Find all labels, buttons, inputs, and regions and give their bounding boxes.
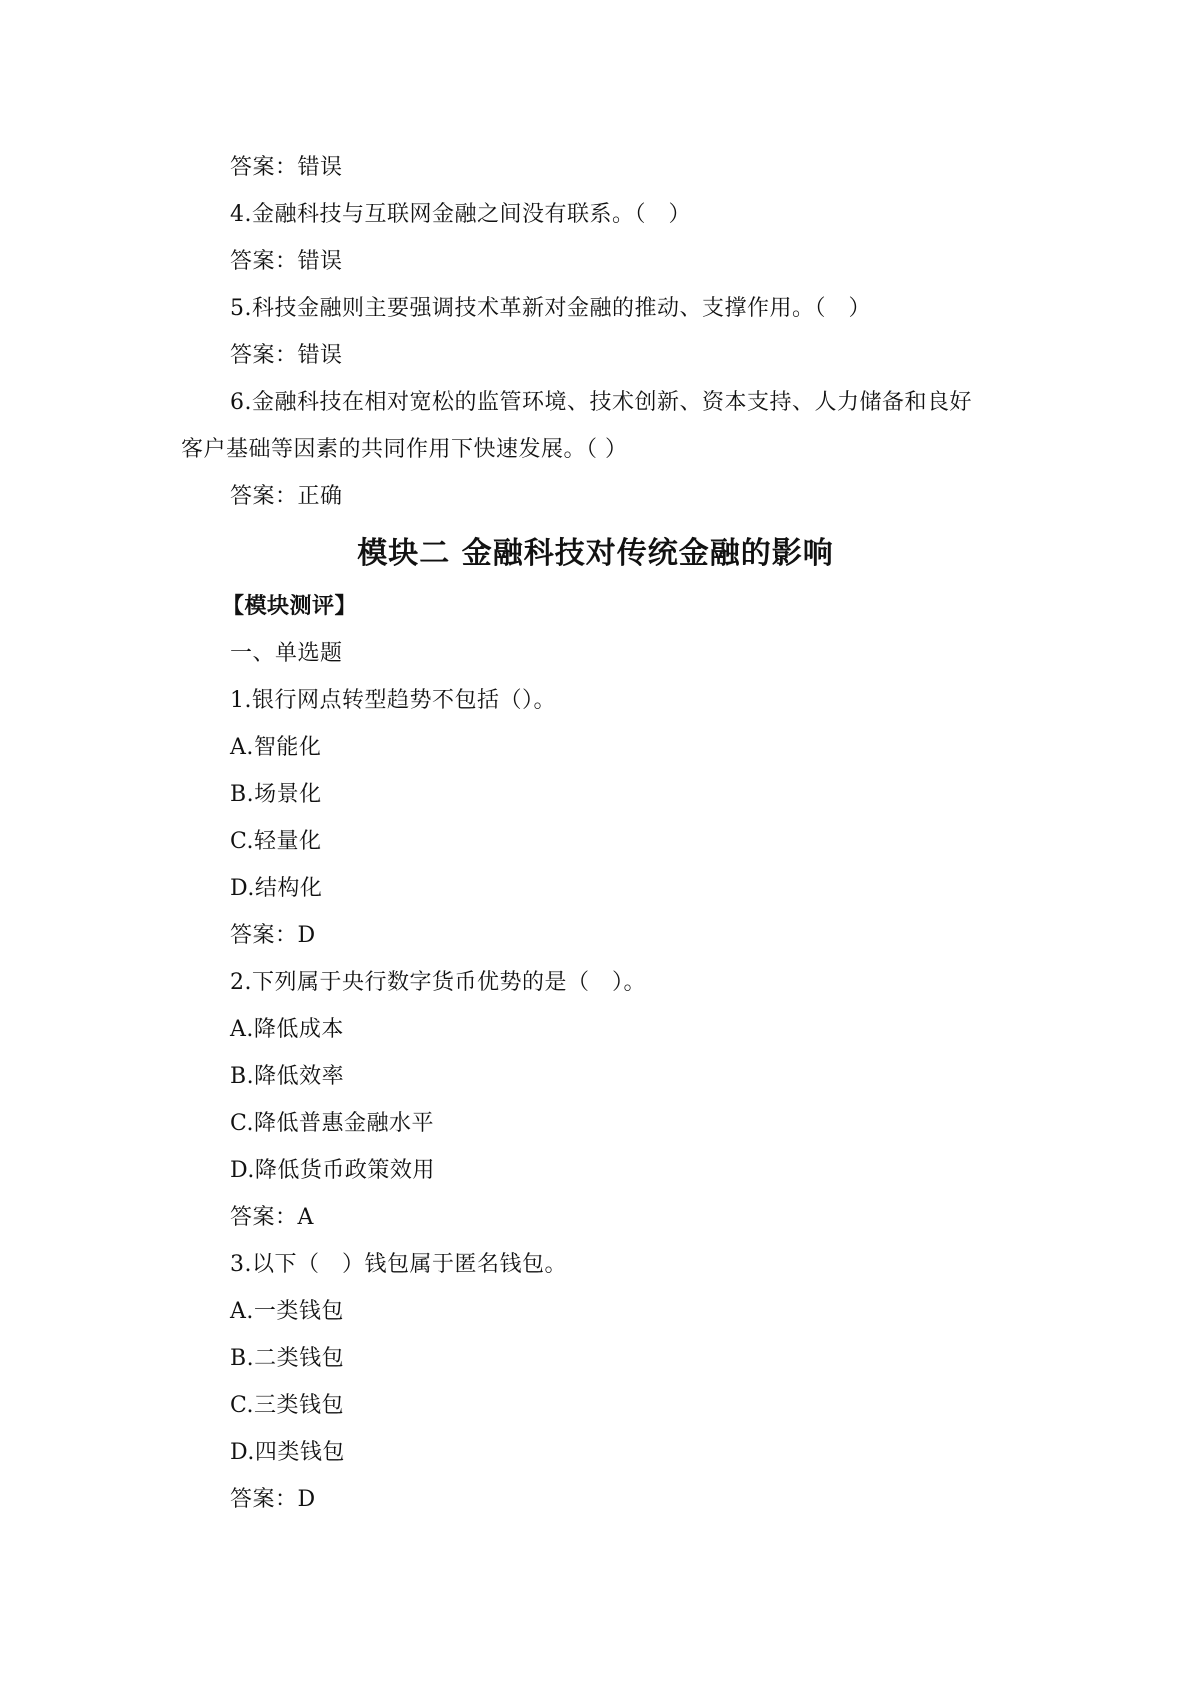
section-label: 【模块测评】 (222, 594, 358, 619)
option-b: B.二类钱包 (230, 1346, 345, 1371)
option-b: B.场景化 (230, 782, 322, 807)
option-a: A.一类钱包 (230, 1299, 344, 1324)
question-stem: 1.银行网点转型趋势不包括（）。 (230, 688, 556, 713)
answer-line: 答案：D (230, 1487, 316, 1512)
option-a: A.降低成本 (230, 1017, 344, 1042)
subsection-title: 一、单选题 (230, 641, 343, 666)
answer-line: 答案：错误 (230, 343, 343, 368)
answer-line: 答案：错误 (230, 155, 343, 180)
option-c: C.三类钱包 (230, 1393, 345, 1418)
option-c: C.轻量化 (230, 829, 322, 854)
option-d: D.降低货币政策效用 (230, 1158, 435, 1183)
option-c: C.降低普惠金融水平 (230, 1111, 435, 1136)
question-stem: 3.以下（ ）钱包属于匿名钱包。 (230, 1252, 567, 1277)
option-a: A.智能化 (230, 735, 322, 760)
question-stem: 2.下列属于央行数字货币优势的是（ ）。 (230, 970, 646, 995)
question-4: 4.金融科技与互联网金融之间没有联系。（ ） (230, 202, 691, 227)
answer-line: 答案：D (230, 923, 316, 948)
answer-line: 答案：正确 (230, 484, 343, 509)
module-title: 模块二 金融科技对传统金融的影响 (357, 536, 834, 571)
answer-line: 答案：错误 (230, 249, 343, 274)
question-5: 5.科技金融则主要强调技术革新对金融的推动、支撑作用。（ ） (230, 296, 871, 321)
answer-line: 答案：A (230, 1205, 314, 1230)
question-6-line-1: 6.金融科技在相对宽松的监管环境、技术创新、资本支持、人力储备和良好 (230, 390, 972, 415)
option-b: B.降低效率 (230, 1064, 345, 1089)
option-d: D.四类钱包 (230, 1440, 345, 1465)
question-6-line-2: 客户基础等因素的共同作用下快速发展。（ ） (181, 437, 628, 462)
option-d: D.结构化 (230, 876, 323, 901)
